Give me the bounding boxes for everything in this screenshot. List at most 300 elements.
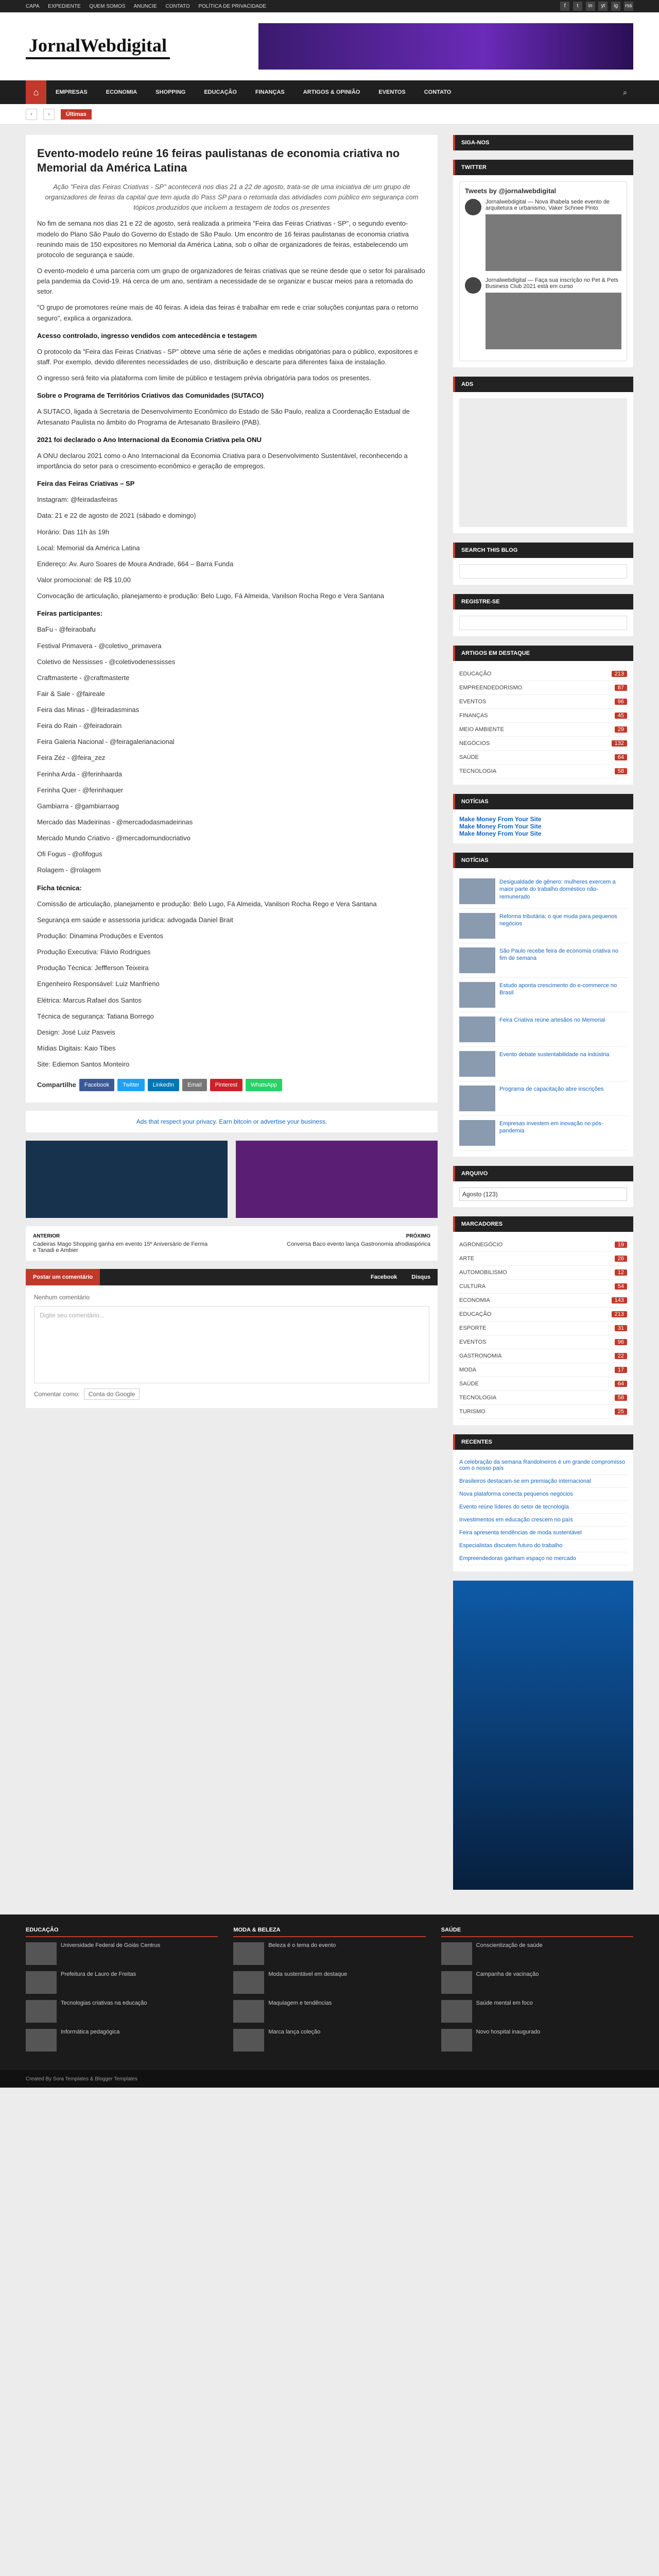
footer-thumbnail	[26, 1942, 57, 1965]
labels-widget	[453, 1216, 633, 1425]
fair-item: Feira do Rain - @feiradorain	[37, 722, 122, 730]
footer-news-title: Novo hospital inaugurado	[476, 2029, 541, 2035]
comment-tabs	[26, 1269, 438, 1285]
news-title: Programa de capacitação abre inscrições	[499, 1086, 604, 1092]
event-info-line: Horário: Das 11h às 19h	[37, 528, 109, 536]
fair-item: Ofi Fogus - @ofifogus	[37, 850, 102, 858]
footer-news-item[interactable]	[26, 1971, 218, 1994]
comment-as-label: Comentar como:	[34, 1391, 80, 1398]
recent-title: Evento reúne líderes do setor de tecnologia	[459, 1504, 569, 1510]
recent-item[interactable]	[459, 1527, 627, 1539]
share-button[interactable]: Pinterest	[210, 1079, 242, 1091]
footer-news-title: Prefeitura de Lauro de Freitas	[61, 1971, 136, 1977]
recent-title: Nova plataforma conecta pequenos negócios	[459, 1491, 573, 1497]
archive-widget	[453, 1166, 633, 1207]
news-title: Evento debate sustentabilidade na indústria	[499, 1052, 610, 1058]
news-list	[453, 868, 633, 1157]
widget-title: REGISTRE-SE	[453, 594, 633, 609]
widget-title: TWITTER	[453, 160, 633, 175]
search-widget	[453, 543, 633, 585]
footer-news-item[interactable]	[233, 1971, 425, 1994]
paragraph: "O grupo de promotores reúne mais de 40 feiras. A ideia das feiras é trabalhar em rede e criar soluções conjuntas para o retorno seguro", explica a organizadora.	[37, 303, 419, 322]
event-info-line: Endereço: Av. Auro Soares de Moura Andrade, 664 – Barra Funda	[37, 560, 234, 568]
paragraph: O ingresso será feito via plataforma com limite de público e testagem prévia obrigatória para todos os presentes.	[37, 374, 371, 382]
nav-item[interactable]: ECONOMIA	[106, 89, 137, 95]
archive-select[interactable]: Agosto (123)	[459, 1188, 627, 1201]
paragraph: A ONU declarou 2021 como o Ano Internacional da Economia Criativa para o Desenvolvimento Sustentável, reconhecendo a importância do setor para o crescimento econômico e geração de empregos.	[37, 451, 408, 470]
category-count: 45	[615, 713, 627, 719]
label-item[interactable]	[459, 1405, 627, 1419]
category-item[interactable]	[459, 751, 627, 765]
fair-item: Fair & Sale - @faireale	[37, 689, 105, 698]
event-info-line: Valor promocional: de R$ 10,00	[37, 575, 131, 584]
rss-link[interactable]: Make Money From Your Site	[459, 823, 542, 830]
label-name: AGRONEGÓCIO	[459, 1242, 503, 1248]
footer-thumbnail	[26, 2000, 57, 2023]
category-count: 64	[615, 754, 627, 760]
news-item[interactable]	[459, 1081, 627, 1116]
share-button[interactable]: WhatsApp	[246, 1079, 282, 1091]
prev-label: ANTERIOR	[33, 1233, 60, 1240]
top-link[interactable]: EXPEDIENTE	[48, 3, 81, 9]
category-item[interactable]	[459, 709, 627, 723]
chevron-right-icon[interactable]: ›	[43, 109, 55, 120]
recent-item[interactable]	[459, 1501, 627, 1514]
post-navigation	[26, 1226, 438, 1261]
news-thumbnail	[459, 1051, 495, 1077]
chevron-left-icon[interactable]: ‹	[26, 109, 37, 120]
post-lead: Ação "Feira das Feiras Criativas - SP" acontecerá nos dias 21 a 22 de agosto, trata-se de uma iniciativa de um grupo de organizadores de feiras da capital que tem ajuda do Pass SP para o retomada das atividades com público em segurança com tópicos produzidos que incluem a testagem de todos os presentes	[45, 183, 419, 212]
footer-news-title: Universidade Federal de Goiás Centrus	[61, 1942, 161, 1948]
recent-title: Investimentos em educação crescem no país	[459, 1517, 573, 1523]
twitter-icon[interactable]: t	[573, 2, 582, 11]
rss-link[interactable]: Make Money From Your Site	[459, 830, 542, 837]
top-link[interactable]: CAPA	[26, 3, 40, 9]
footer-news-item[interactable]	[233, 1942, 425, 1965]
news-item[interactable]	[459, 909, 627, 943]
tweet-text: Jornalwebdigital — Nova ilhabela sede evento de arquitetura e urbanismo, Vaker Schnee Pinto	[485, 199, 610, 211]
credit-item: Site: Ediemon Santos Monteiro	[37, 1060, 130, 1069]
label-name: CULTURA	[459, 1283, 486, 1290]
label-item[interactable]	[459, 1363, 627, 1377]
recent-item[interactable]	[459, 1488, 627, 1501]
rss-widget	[453, 794, 633, 843]
label-name: SAÚDE	[459, 1381, 479, 1387]
copyright: Created By Sora Templates & Blogger Templates	[26, 2076, 137, 2082]
category-name: FINANÇAS	[459, 713, 488, 719]
news-ticker	[0, 104, 659, 125]
label-item[interactable]	[459, 1335, 627, 1349]
header	[0, 12, 659, 80]
share-label: Compartilhe	[37, 1081, 76, 1089]
widget-title: ARQUIVO	[453, 1166, 633, 1181]
footer-column-title: MODA & BELEZA	[233, 1927, 425, 1937]
news-thumbnail	[459, 1016, 495, 1042]
top-link[interactable]: ANUNCIE	[133, 3, 157, 9]
label-count: 12	[615, 1269, 627, 1276]
tweet-text: Jornalwebdigital — Faça sua inscrição no Pet & Pets Business Club 2021 está em curso	[485, 277, 619, 290]
footer-news-item[interactable]	[233, 2029, 425, 2052]
sidebar-ad[interactable]	[459, 398, 627, 527]
content-column	[26, 135, 438, 1899]
recent-widget	[453, 1434, 633, 1571]
fair-item: Rolagem - @rolagem	[37, 866, 101, 874]
news-item[interactable]	[459, 978, 627, 1012]
news-widget	[453, 853, 633, 1157]
footer-column	[233, 1927, 425, 2058]
news-title: São Paulo recebe feira de economia criativa no fim de semana	[499, 948, 619, 962]
footer-news-item[interactable]	[441, 1942, 633, 1965]
footer-news-item[interactable]	[26, 2000, 218, 2023]
fair-item: Feira Galeria Nacional - @feiragalerianacional	[37, 738, 175, 746]
follow-widget	[453, 135, 633, 150]
credit-item: Produção: Dinamina Produções e Eventos	[37, 932, 163, 940]
label-name: EVENTOS	[459, 1339, 487, 1345]
news-title: Feira Criativa reúne artesãos no Memorial	[499, 1017, 605, 1023]
fair-item: Festival Primavera - @coletivo_primavera	[37, 641, 162, 650]
label-name: EDUCAÇÃO	[459, 1311, 492, 1317]
tab-facebook[interactable]: Facebook	[370, 1274, 397, 1281]
avatar	[465, 199, 481, 215]
subscribe-widget	[453, 594, 633, 636]
label-name: GASTRONOMIA	[459, 1353, 502, 1359]
fair-item: Craftmasterte - @craftmasterte	[37, 673, 130, 682]
email-field[interactable]	[459, 616, 627, 630]
footer-thumbnail	[441, 1942, 472, 1965]
recent-item[interactable]	[459, 1514, 627, 1527]
footer-news-title: Conscientização de saúde	[476, 1942, 543, 1948]
news-thumbnail	[459, 947, 495, 973]
category-count: 213	[612, 671, 627, 677]
subheading: 2021 foi declarado o Ano Internacional da Economia Criativa pela ONU	[37, 435, 262, 444]
recent-title: Feira apresenta tendências de moda sustentável	[459, 1530, 582, 1536]
footer-news-item[interactable]	[233, 2000, 425, 2023]
comments-body	[26, 1285, 438, 1408]
big-ad-widget	[453, 1581, 633, 1890]
footer-column	[441, 1927, 633, 2058]
credits-title: Ficha técnica:	[37, 884, 82, 892]
recent-item[interactable]	[459, 1539, 627, 1552]
main-nav	[0, 80, 659, 104]
label-name: ARTE	[459, 1256, 475, 1262]
news-thumbnail	[459, 1120, 495, 1146]
news-item[interactable]	[459, 1116, 627, 1150]
footer-column-title: EDUCAÇÃO	[26, 1927, 218, 1937]
next-label: PRÓXIMO	[406, 1233, 430, 1240]
fairs-list	[37, 624, 426, 875]
label-name: MODA	[459, 1367, 476, 1373]
tab-blogger[interactable]: Postar um comentário	[26, 1269, 100, 1285]
recent-list	[453, 1450, 633, 1571]
fair-item: Mercado das Madeirinas - @mercadodasmadeirinas	[37, 818, 193, 826]
rss-icon[interactable]: rss	[624, 2, 633, 11]
category-name: EDUCAÇÃO	[459, 671, 492, 677]
fair-item: Coletivo de Nessisses - @coletivodenessisses	[37, 657, 176, 666]
category-list	[453, 661, 633, 785]
search-icon[interactable]: ⌕	[623, 88, 627, 96]
instagram-icon[interactable]: ig	[611, 2, 620, 11]
footer-thumbnail	[233, 1942, 264, 1965]
footer-news-item[interactable]	[441, 2029, 633, 2052]
footer-news-item[interactable]	[441, 1971, 633, 1994]
rss-link[interactable]: Make Money From Your Site	[459, 816, 542, 823]
top-links	[26, 4, 273, 9]
fair-item: Feira Zéz - @feira_zez	[37, 754, 106, 762]
footer-thumbnail	[26, 2029, 57, 2052]
nav-item[interactable]: ARTIGOS & OPINIÃO	[303, 89, 360, 95]
category-count: 132	[612, 740, 627, 747]
credits-list	[37, 899, 426, 1070]
footer-news-title: Saúde mental em foco	[476, 2000, 533, 2006]
label-name: TURISMO	[459, 1409, 485, 1415]
tab-disqus[interactable]: Disqus	[411, 1274, 430, 1281]
top-link[interactable]: CONTATO	[165, 3, 190, 9]
category-name: TECNOLOGIA	[459, 768, 497, 774]
banner-ad[interactable]	[236, 1141, 438, 1218]
footer-news-title: Beleza é o tema do evento	[268, 1942, 336, 1948]
linkedin-icon[interactable]: in	[586, 2, 595, 11]
news-item[interactable]	[459, 943, 627, 978]
footer-thumbnail	[26, 1971, 57, 1994]
credit-item: Técnica de segurança: Tatiana Borrego	[37, 1012, 154, 1020]
footer-news-title: Campanha de vacinação	[476, 1971, 539, 1977]
credit-item: Produção Técnica: Jeffferson Teixeira	[37, 964, 149, 972]
banner-ad[interactable]	[26, 1141, 228, 1218]
event-info-title: Feira das Feiras Criativas – SP	[37, 480, 135, 488]
sidebar	[453, 135, 633, 1899]
nav-item[interactable]: EDUCAÇÃO	[204, 89, 237, 95]
widget-title: SIGA-NOS	[453, 135, 633, 150]
category-item[interactable]	[459, 667, 627, 681]
tweet[interactable]	[465, 277, 621, 349]
account-select[interactable]: Conta do Google	[84, 1388, 140, 1400]
nav-item[interactable]: CONTATO	[424, 89, 452, 95]
footer-thumbnail	[441, 2029, 472, 2052]
widget-title: NOTÍCIAS	[453, 794, 633, 809]
label-item[interactable]	[459, 1238, 627, 1252]
nav-item[interactable]: SHOPPING	[155, 89, 186, 95]
category-name: EMPREENDEDORISMO	[459, 685, 523, 691]
share-button[interactable]: Email	[182, 1079, 207, 1091]
label-count: 64	[615, 1381, 627, 1387]
footer-thumbnail	[441, 2000, 472, 2023]
categories-widget	[453, 646, 633, 785]
label-count: 25	[615, 1409, 627, 1415]
fair-item: Ferinha Arda - @ferinhaarda	[37, 770, 122, 778]
news-thumbnail	[459, 1086, 495, 1111]
share-bar	[37, 1079, 426, 1091]
label-count: 54	[615, 1283, 627, 1290]
category-item[interactable]	[459, 765, 627, 778]
main-layout	[26, 135, 633, 1899]
category-item[interactable]	[459, 695, 627, 709]
credit-item: Comissão de articulação, planejamento e produção: Belo Lugo, Fá Almeida, Vanilson Rocha Rego e Vera Santana	[37, 900, 377, 908]
top-link[interactable]: POLÍTICA DE PRIVACIDADE	[198, 3, 266, 9]
label-count: 143	[612, 1297, 627, 1303]
category-name: EVENTOS	[459, 699, 487, 705]
label-count: 96	[615, 1339, 627, 1345]
tweet-image	[485, 293, 621, 349]
label-item[interactable]	[459, 1252, 627, 1266]
site-logo[interactable]	[26, 33, 170, 59]
footer-thumbnail	[233, 2000, 264, 2023]
footer	[0, 1914, 659, 2070]
fairs-title: Feiras participantes:	[37, 609, 103, 618]
prev-post[interactable]	[33, 1233, 212, 1253]
category-item[interactable]	[459, 681, 627, 695]
label-item[interactable]	[459, 1321, 627, 1335]
event-info-line: Local: Memorial da América Latina	[37, 544, 140, 552]
footer-column	[26, 1927, 218, 2058]
category-count: 87	[615, 685, 627, 691]
nav-item[interactable]: FINANÇAS	[255, 89, 285, 95]
tweets-by: Tweets by @jornalwebdigital	[465, 187, 557, 195]
category-name: NEGÓCIOS	[459, 740, 490, 747]
credit-item: Design: José Luiz Pasveis	[37, 1028, 115, 1036]
recent-title: A celebração da semana Randolneiros é um grande compromisso com o nosso país	[459, 1459, 626, 1471]
footer-news-title: Moda sustentável em destaque	[268, 1971, 348, 1977]
widget-title: ARTIGOS EM DESTAQUE	[453, 646, 633, 661]
footer-news-item[interactable]	[26, 2029, 218, 2052]
fair-item: BaFu - @feiraobafu	[37, 625, 96, 634]
category-count: 29	[615, 726, 627, 733]
label-item[interactable]	[459, 1308, 627, 1321]
footer-news-title: Tecnologias criativas na educação	[61, 2000, 147, 2006]
tweet[interactable]	[465, 199, 621, 271]
post-title: Evento-modelo reúne 16 feiras paulistanas de economia criativa no Memorial da América Latina	[37, 147, 400, 174]
youtube-icon[interactable]: yt	[598, 2, 608, 11]
category-item[interactable]	[459, 737, 627, 751]
footer-news-title: Maquiagem e tendências	[268, 2000, 332, 2006]
recent-title: Brasileiros destacam-se em premiação internacional	[459, 1478, 591, 1484]
news-item[interactable]	[459, 1012, 627, 1047]
share-button[interactable]: LinkedIn	[148, 1079, 180, 1091]
topbar	[0, 0, 659, 12]
footer-thumbnail	[233, 2029, 264, 2052]
category-name: MEIO AMBIENTE	[459, 726, 504, 733]
label-count: 31	[615, 1325, 627, 1331]
label-name: AUTOMOBILISMO	[459, 1269, 507, 1276]
widget-title: ADS	[453, 377, 633, 392]
subheading: Sobre o Programa de Territórios Criativos das Comunidades (SUTACO)	[37, 392, 264, 400]
fair-item: Mercado Mundo Criativo - @mercadomundocriativo	[37, 834, 190, 842]
nav-item[interactable]: EMPRESAS	[56, 89, 88, 95]
news-thumbnail	[459, 913, 495, 939]
recent-item[interactable]	[459, 1552, 627, 1565]
comment-input[interactable]: Digite seu comentário...	[34, 1306, 429, 1383]
logo-text: JornalWebdigital	[29, 35, 167, 56]
avatar	[465, 277, 481, 294]
recent-item[interactable]	[459, 1475, 627, 1488]
top-link[interactable]: QUEM SOMOS	[89, 3, 126, 9]
news-thumbnail	[459, 878, 495, 904]
ticker-label: Últimas	[61, 109, 92, 120]
ad-strip[interactable]: Ads that respect your privacy. Earn bitcoin or advertise your business.	[26, 1111, 438, 1132]
label-count: 58	[615, 1395, 627, 1401]
widget-title: RECENTES	[453, 1434, 633, 1450]
label-item[interactable]	[459, 1280, 627, 1294]
paragraph: A SUTACO, ligada à Secretaria de Desenvolvimento Econômico do Estado de São Paulo, realiza a Coordenação Estadual de Artesanato Paulista no âmbito do Programa de Artesanato Brasileiro (PAB).	[37, 408, 410, 426]
label-item[interactable]	[459, 1391, 627, 1405]
twitter-timeline[interactable]	[459, 181, 627, 361]
next-post[interactable]	[252, 1233, 430, 1253]
label-list	[453, 1232, 633, 1425]
article	[26, 135, 438, 1103]
facebook-icon[interactable]: f	[560, 2, 569, 11]
footer-column-title: SAÚDE	[441, 1927, 633, 1937]
twitter-widget	[453, 160, 633, 367]
search-input[interactable]	[459, 564, 627, 579]
news-title: Empresas investem em inovação no pós-pandemia	[499, 1121, 603, 1134]
recent-title: Especialistas discutem futuro do trabalho	[459, 1543, 563, 1549]
credit-item: Segurança em saúde e assessoria jurídica: advogada Daniel Brait	[37, 916, 233, 924]
widget-title: MARCADORES	[453, 1216, 633, 1232]
footer-thumbnail	[233, 1971, 264, 1994]
footer-news-title: Marca lança coleção	[268, 2029, 321, 2035]
news-thumbnail	[459, 982, 495, 1008]
credit-item: Mídias Digitais: Kaio Tibes	[37, 1044, 116, 1053]
nav-item[interactable]: EVENTOS	[378, 89, 406, 95]
label-count: 17	[615, 1367, 627, 1373]
label-item[interactable]	[459, 1377, 627, 1391]
category-item[interactable]	[459, 723, 627, 737]
share-button[interactable]: Facebook	[79, 1079, 114, 1091]
header-banner-ad[interactable]	[258, 23, 633, 70]
footer-news-title: Informática pedagógica	[61, 2029, 120, 2035]
category-count: 96	[615, 699, 627, 705]
subheading: Acesso controlado, ingresso vendidos com antecedência e testagem	[37, 331, 257, 340]
credit-item: Produção Executiva: Flávio Rodrigues	[37, 948, 151, 956]
event-info-line: Convocação de articulação, planejamento e produção: Belo Lugo, Fá Almeida, Vanilson Rocha Rego e Vera Santana	[37, 592, 385, 600]
comments-heading: Nenhum comentário	[34, 1294, 90, 1301]
label-item[interactable]	[459, 1266, 627, 1280]
label-name: TECNOLOGIA	[459, 1395, 497, 1401]
label-item[interactable]	[459, 1294, 627, 1308]
social-icons	[558, 2, 633, 11]
ad-widget	[453, 377, 633, 533]
recent-item[interactable]	[459, 1456, 627, 1475]
event-info-line: Data: 21 e 22 de agosto de 2021 (sábado e domingo)	[37, 512, 196, 520]
share-button[interactable]: Twitter	[117, 1079, 144, 1091]
widget-title: SEARCH THIS BLOG	[453, 543, 633, 558]
category-name: SAÚDE	[459, 754, 479, 760]
label-item[interactable]	[459, 1349, 627, 1363]
footer-news-item[interactable]	[26, 1942, 218, 1965]
paragraph: O protocolo da "Feira das Feiras Criativas - SP" obteve uma série de ações e medidas obrigatórias para o público, expositores e staff. Por exemplo, devido diferentes necessidades de uso, distribuição e descarte para diferentes faixa de instalação.	[37, 347, 418, 366]
credit-item: Engenheiro Responsável: Luiz Manfrieno	[37, 980, 160, 988]
bottom-bar	[0, 2070, 659, 2088]
fair-item: Ferinha Quer - @ferinhaquer	[37, 786, 124, 794]
news-item[interactable]	[459, 874, 627, 909]
news-title: Estudo aponta crescimento do e-commerce no Brasil	[499, 982, 617, 996]
credit-item: Elétrica: Marcus Rafael dos Santos	[37, 996, 142, 1004]
next-title: Conversa Baco evento lança Gastronomia afrodiaspórica	[287, 1241, 430, 1248]
prev-title: Cadeiras Mago Shopping ganha em evento 15º Aniversário de Ferma e Tanadi e Ambier	[33, 1241, 208, 1254]
widget-title: NOTÍCIAS	[453, 853, 633, 868]
paragraph: O evento-modelo é uma parceria com um grupo de organizadores de feiras criativas que se reúne desde que o setor foi paralisado pela pandemia da Covid-19. Há cerca de um ano, sentiram a necessidade de se organizar e buscar meios para a retomada do setor.	[37, 266, 425, 296]
home-icon[interactable]: ⌂	[26, 80, 46, 104]
comments-section	[26, 1269, 438, 1408]
comment-as-row	[34, 1388, 429, 1400]
news-title: Reforma tributária: o que muda para pequenos negócios	[499, 913, 617, 927]
sidebar-big-ad[interactable]	[453, 1581, 633, 1890]
label-count: 26	[615, 1256, 627, 1262]
news-item[interactable]	[459, 1047, 627, 1081]
event-info-line: Instagram: @feiradasfeiras	[37, 496, 118, 504]
footer-thumbnail	[441, 1971, 472, 1994]
label-name: ECONOMIA	[459, 1297, 490, 1303]
footer-news-item[interactable]	[441, 2000, 633, 2023]
